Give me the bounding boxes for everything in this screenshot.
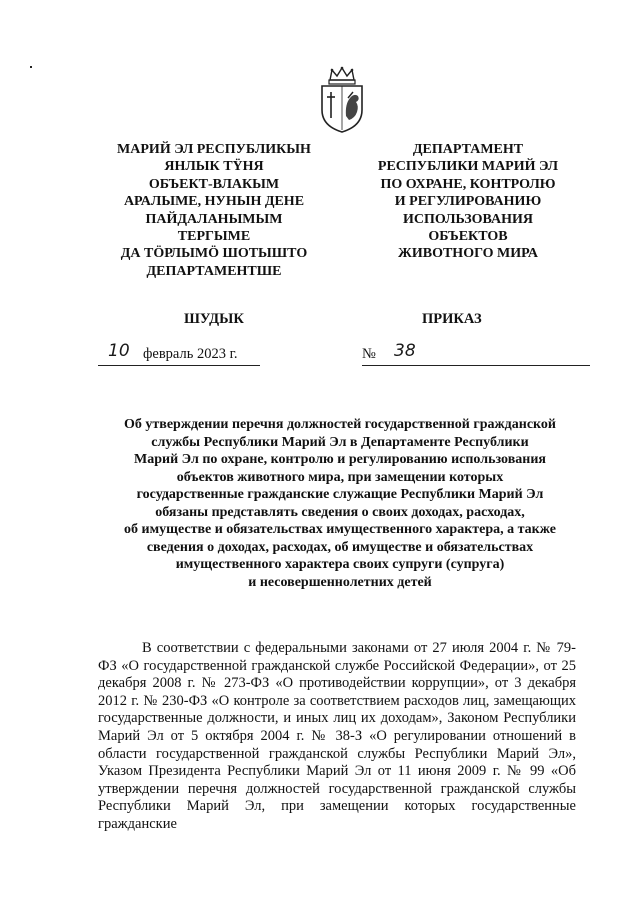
scan-speck bbox=[30, 66, 32, 68]
header-right-russian bbox=[352, 141, 584, 263]
number-sign: № bbox=[362, 346, 376, 362]
header-line: АРАЛЫМЕ, НУНЫН ДЕНЕ bbox=[123, 194, 305, 210]
coat-of-arms-icon bbox=[318, 66, 366, 134]
header-line: ИСПОЛЬЗОВАНИЯ bbox=[403, 211, 533, 227]
header-line: ТЕРГЫМЕ bbox=[177, 229, 251, 245]
header-line: ПО ОХРАНЕ, КОНТРОЛЮ bbox=[380, 176, 556, 192]
header-line: РЕСПУБЛИКИ МАРИЙ ЭЛ bbox=[377, 159, 559, 175]
date-month-year: февраль 2023 г. bbox=[143, 346, 238, 362]
title-line: Марий Эл по охране, контролю и регулированию использования bbox=[134, 452, 546, 467]
document-number bbox=[362, 343, 590, 366]
header-line: ЖИВОТНОГО МИРА bbox=[398, 246, 538, 262]
header-line: ЯНЛЫК ТŸНЯ bbox=[164, 159, 264, 175]
header-line: ДА ТÖРЛЫМÖ ШОТЫШТО bbox=[120, 246, 308, 262]
title-line: службы Республики Марий Эл в Департаменте Республики bbox=[151, 434, 529, 450]
title-line: государственные гражданские служащие Республики Марий Эл bbox=[136, 487, 544, 502]
header-left-mari bbox=[98, 141, 330, 280]
header-line: ОБЪЕКТ-ВЛАКЫМ bbox=[148, 176, 280, 192]
title-line: Об утверждении перечня должностей государственной гражданской bbox=[124, 417, 556, 432]
doc-type-mari: ШУДЫК bbox=[184, 311, 244, 327]
header-line: ОБЪЕКТОВ bbox=[428, 229, 508, 245]
header-line: ДЕПАРТАМЕНТШЕ bbox=[146, 263, 282, 279]
title-line: обязаны представлять сведения о своих доходах, расходах, bbox=[155, 504, 525, 520]
date-day-handwritten: 10 bbox=[108, 341, 130, 361]
title-line: объектов животного мира, при замещении которых bbox=[176, 469, 504, 485]
doc-type-russian: ПРИКАЗ bbox=[422, 311, 482, 327]
number-value-handwritten: 38 bbox=[394, 341, 416, 361]
title-line: сведения о доходах, расходах, об имуществе и обязательствах bbox=[146, 539, 534, 555]
body-paragraph: В соответствии с федеральными законами от 27 июля 2004 г. № 79-ФЗ «О государственной гражданской службе Российской Федерации», от 25 декабря 2008 г. № 273-ФЗ «О противодействии коррупции», от 3 декабря 2012 г. № 230-ФЗ «О контроле за соответствием расходов лиц, замещающих государственные должности, и иных лиц их доходам», Законом Республики Марий Эл от 5 октября 2004 г. № 38-З «О регулировании отношений в области государственной гражданской службы Республики Марий Эл», Указом Президента Республики Марий Эл от 11 июня 2009 г. № 99 «Об утверждении перечня должностей государственной гражданской службы Республики Марий Эл, при замещении которых государственные гражданские bbox=[98, 640, 576, 832]
document-date bbox=[98, 343, 260, 366]
document-title bbox=[90, 416, 590, 591]
title-line: имущественного характера своих супруги (супруга) bbox=[175, 557, 505, 572]
header-line: ДЕПАРТАМЕНТ bbox=[412, 142, 524, 157]
header-line: МАРИЙ ЭЛ РЕСПУБЛИКЫН bbox=[117, 142, 311, 157]
header-line: ПАЙДАЛАНЫМЫМ bbox=[145, 211, 283, 227]
document-body bbox=[98, 640, 576, 834]
header-line: И РЕГУЛИРОВАНИЮ bbox=[394, 194, 542, 210]
title-line: об имуществе и обязательствах имущественного характера, а также bbox=[124, 522, 556, 537]
title-line: и несовершеннолетних детей bbox=[248, 574, 432, 590]
